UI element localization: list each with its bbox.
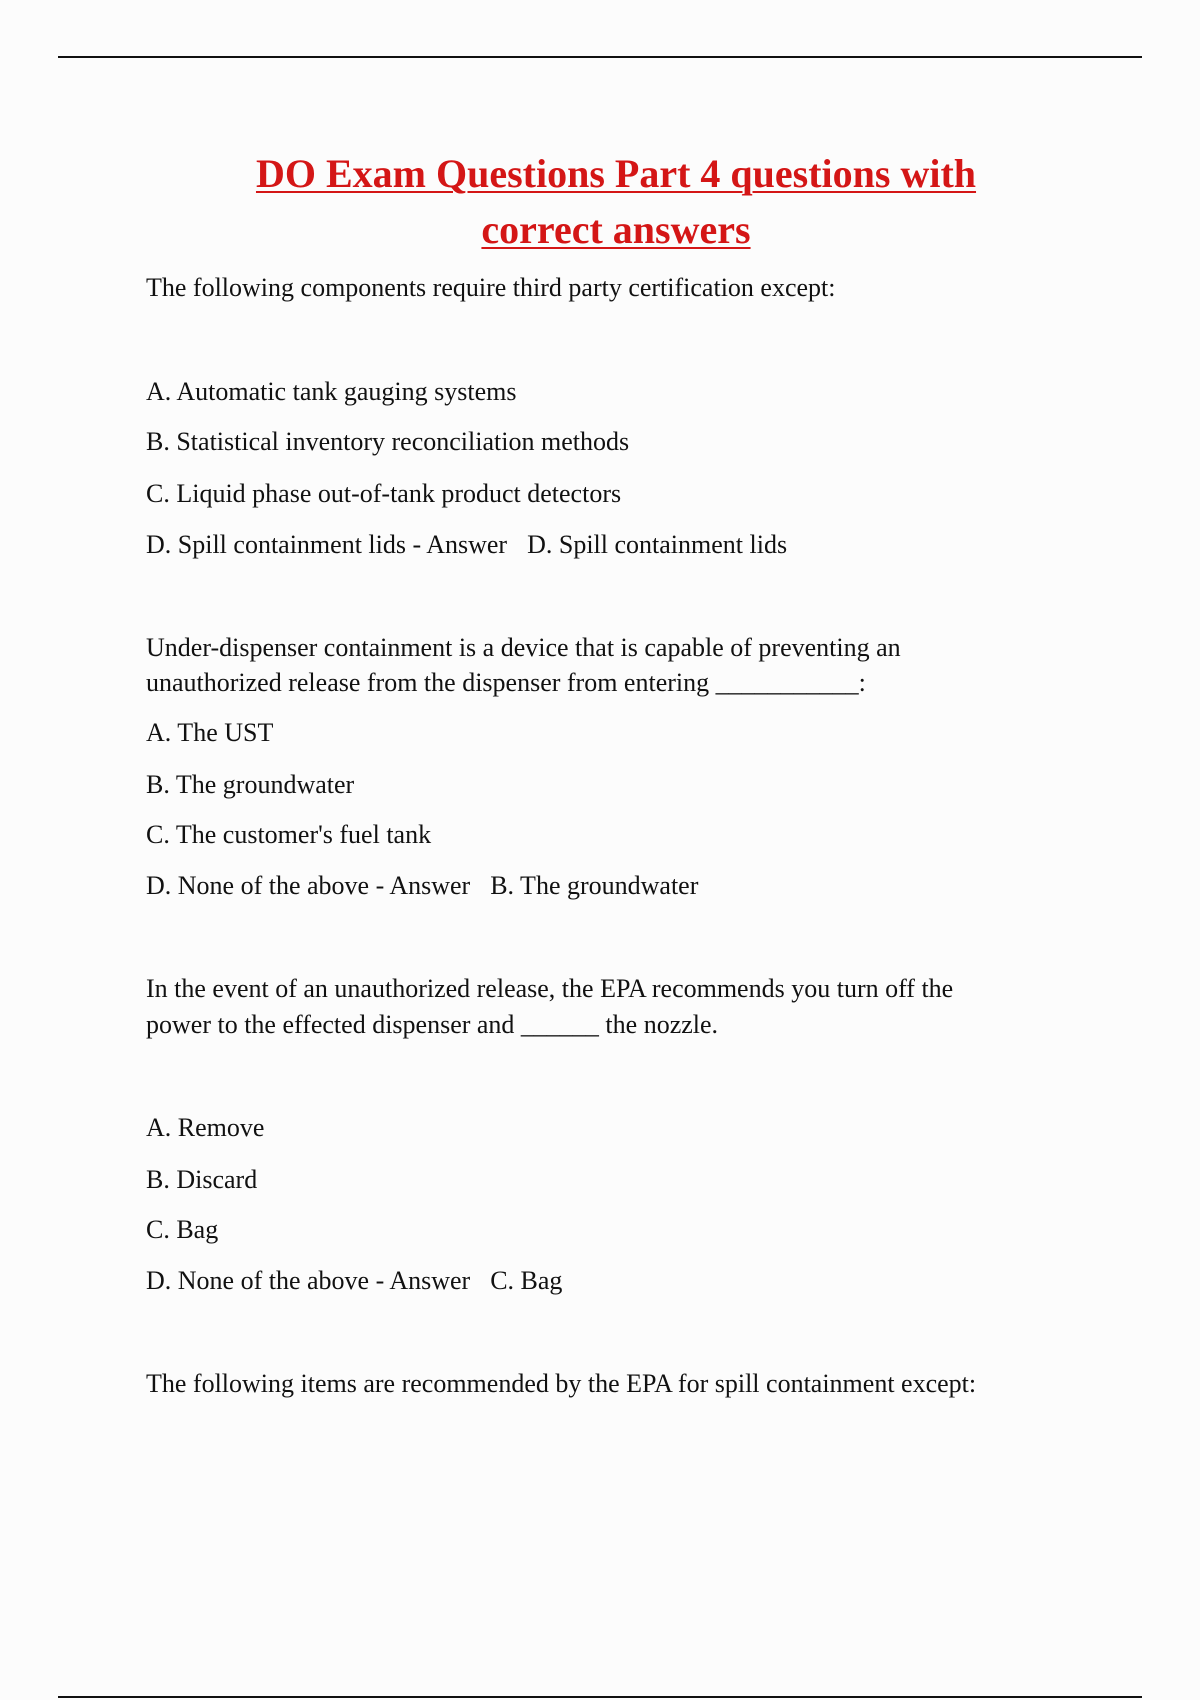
question-2-option-a: A. The UST xyxy=(146,718,274,747)
question-1-option-b: B. Statistical inventory reconciliation methods xyxy=(146,427,630,456)
question-2-answer: B. The groundwater xyxy=(490,871,699,900)
question-3-option-c: C. Bag xyxy=(146,1215,219,1244)
question-3-option-d-answer-row xyxy=(146,1263,562,1299)
question-1-option-a: A. Automatic tank gauging systems xyxy=(146,377,517,406)
header-rule xyxy=(58,56,1142,58)
question-3-option-b: B. Discard xyxy=(146,1165,258,1194)
question-2-prompt-line-1: Under-dispenser containment is a device that is capable of preventing an xyxy=(146,633,901,662)
question-1-answer: D. Spill containment lids xyxy=(527,530,788,559)
question-1-option-c: C. Liquid phase out-of-tank product detectors xyxy=(146,479,622,508)
question-3-prompt-line-1: In the event of an unauthorized release, the EPA recommends you turn off the xyxy=(146,974,954,1003)
title-line-2: correct answers xyxy=(481,207,751,252)
question-2-option-d: D. None of the above - Answer xyxy=(146,871,471,900)
question-2-prompt-line-2: unauthorized release from the dispenser from entering ___________: xyxy=(146,668,866,697)
question-3-prompt-line-2: power to the effected dispenser and ______ the nozzle. xyxy=(146,1010,719,1039)
question-1-option-d: D. Spill containment lids - Answer xyxy=(146,530,508,559)
footer-rule xyxy=(58,1696,1142,1698)
question-1-option-d-answer-row xyxy=(146,527,787,563)
question-2-option-d-answer-row xyxy=(146,868,698,904)
question-3-option-d: D. None of the above - Answer xyxy=(146,1266,471,1295)
question-2-option-b: B. The groundwater xyxy=(146,770,355,799)
question-4-prompt: The following items are recommended by the EPA for spill containment except: xyxy=(146,1369,977,1398)
question-3-option-a: A. Remove xyxy=(146,1113,265,1142)
question-2-option-c: C. The customer's fuel tank xyxy=(146,820,432,849)
title-line-1: DO Exam Questions Part 4 questions with xyxy=(255,151,977,196)
document-title xyxy=(146,146,1086,258)
question-3-answer: C. Bag xyxy=(490,1266,563,1295)
question-1-prompt: The following components require third party certification except: xyxy=(146,273,836,302)
